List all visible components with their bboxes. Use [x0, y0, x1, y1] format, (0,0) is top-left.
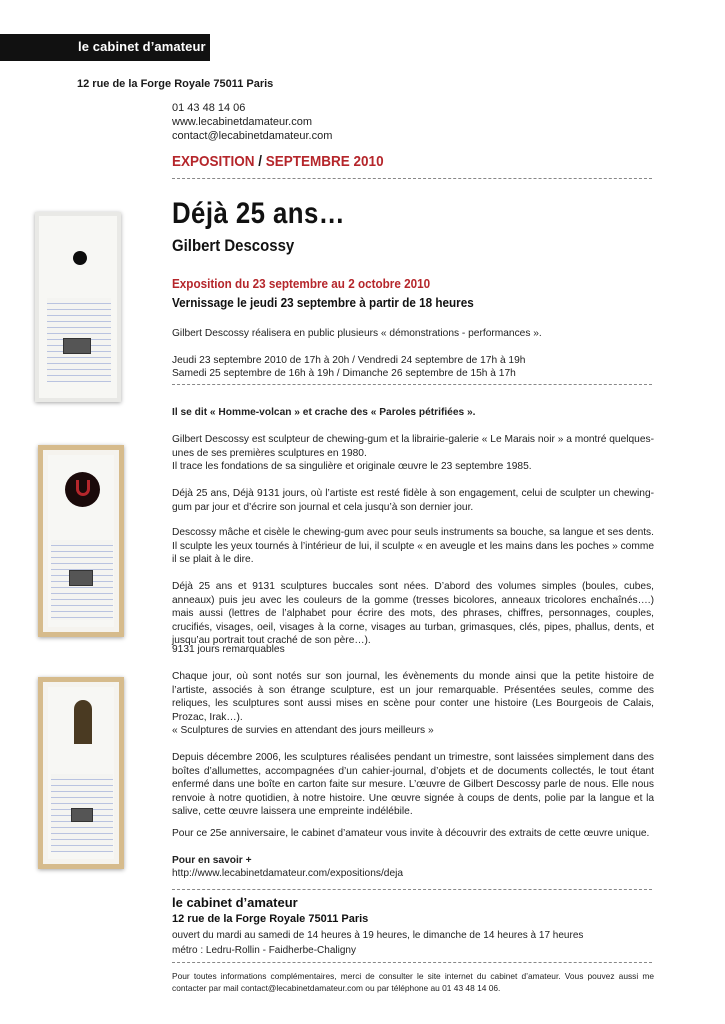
article-paragraph: Gilbert Descossy est sculpteur de chewing-gum et la librairie-galerie « Le Marais noir » a montré quelques-unes de ses premières sculptures en 1980. [172, 434, 654, 459]
article-paragraph: Déjà 25 ans, Déjà 9131 jours, où l’artiste est resté fidèle à son engagement, celui de sculpter un chewing-gum par jour et d’écrire son journal et cela jusqu’à son dernier jour. [172, 488, 654, 513]
exposition-slash: / [258, 153, 263, 170]
brand-name: le cabinet d’amateur [78, 39, 206, 54]
journal-photo [69, 570, 93, 586]
contact-block [172, 101, 332, 143]
vernissage-info: Vernissage le jeudi 23 septembre à partir de 18 heures [172, 295, 474, 310]
footer-note: Pour toutes informations complémentaires, merci de consulter le site internet du cabinet d’amateur. Vous pouvez aussi me contacter par mail contact@lecabinetdamateur.com ou par téléphone au 01 43 48 14 06. [172, 971, 654, 993]
article-paragraph: Descossy mâche et cisèle le chewing-gum avec pour seuls instruments sa bouche, sa langue et ses dents. Il sculpte les yeux tournés à l’intérieur de lui, il sculpte « en aveugle et les mains dans les poches » comme il se plait à le dire. [172, 527, 654, 565]
page-title: Déjà 25 ans… [172, 197, 345, 230]
artwork-frame-2 [38, 445, 124, 637]
schedule-line-2: Samedi 25 septembre de 16h à 19h / Dimanche 26 septembre de 15h à 17h [172, 368, 516, 379]
sculpture-medallion [73, 251, 87, 265]
exposition-heading [172, 153, 384, 170]
footer-address: 12 rue de la Forge Royale 75011 Paris [172, 913, 369, 925]
divider [172, 962, 652, 963]
article-paragraph: Chaque jour, où sont notés sur son journal, les évènements du monde ainsi que la petite histoire de l’artiste, associés à son étrange sculpture, est un jour remarquable. Présentées seules, comme des reliques, les sculptures sont aussi mises en scène pour conter une histoire (Les Bourgeois de Calais, Prozac, Irak…). [172, 671, 654, 723]
artist-name: Gilbert Descossy [172, 236, 295, 255]
artwork-frame-1 [35, 212, 121, 402]
website-link[interactable]: www.lecabinetdamateur.com [172, 116, 313, 128]
article-paragraph: Déjà 25 ans et 9131 sculptures buccales sont nées. D’abord des volumes simples (boules, cubes, anneaux) puis jeu avec les couleurs de la gomme (tresses bicolores, anneaux tricolores enchaînés….) mais aussi (lettres de l’alphabet pour écrire des mots, des phrases, chiffres, personnages, couples, crucifiés, visages, oeil, visages à la corne, visages au turban, grimasques, clés, pipes, phallus, dents, et jusqu’au portrait tout craché de son père…). [172, 581, 654, 646]
article-paragraph: Pour ce 25e anniversaire, le cabinet d’amateur vous invite à découvrir des extraits de cette œuvre unique. [172, 828, 650, 839]
divider [172, 889, 652, 890]
artwork-frame-3 [38, 677, 124, 869]
divider [172, 384, 652, 385]
gallery-address: 12 rue de la Forge Royale 75011 Paris [77, 78, 274, 90]
metro-info: métro : Ledru-Rollin - Faidherbe-Chaligny [172, 945, 356, 956]
exhibition-dates: Exposition du 23 septembre au 2 octobre 2010 [172, 276, 431, 291]
article-paragraph: 9131 jours remarquables [172, 644, 285, 655]
brand-bar [0, 34, 210, 61]
exposition-month: SEPTEMBRE 2010 [265, 153, 384, 170]
phone-number: 01 43 48 14 06 [172, 102, 246, 114]
red-sculpture-icon [76, 480, 90, 496]
exposition-label: EXPOSITION [172, 153, 255, 170]
footer-brand: le cabinet d’amateur [172, 895, 298, 910]
journal-photo [63, 338, 91, 354]
email-link[interactable]: contact@lecabinetdamateur.com [172, 130, 333, 142]
niche-sculpture [74, 700, 92, 744]
intro-paragraph: Gilbert Descossy réalisera en public plusieurs « démonstrations - performances ». [172, 328, 542, 339]
schedule-line-1: Jeudi 23 septembre 2010 de 17h à 20h / Vendredi 24 septembre de 17h à 19h [172, 355, 526, 366]
more-info-link[interactable]: http://www.lecabinetdamateur.com/expositions/deja [172, 868, 404, 879]
more-info-label: Pour en savoir + [172, 855, 252, 866]
journal-photo [71, 808, 93, 822]
article-paragraph: Il trace les fondations de sa singulière et originale œuvre le 23 septembre 1985. [172, 461, 532, 472]
article-heading: Il se dit « Homme-volcan » et crache des « Paroles pétrifiées ». [172, 407, 476, 418]
opening-hours: ouvert du mardi au samedi de 14 heures à 19 heures, le dimanche de 14 heures à 17 heures [172, 930, 584, 941]
divider [172, 178, 652, 179]
article-paragraph: « Sculptures de survies en attendant des jours meilleurs » [172, 725, 434, 736]
article-paragraph: Depuis décembre 2006, les sculptures réalisées pendant un trimestre, sont laissées simplement dans des boîtes d’allumettes, accompagnées d’un cahier-journal, d’objets et de documents collectés, le tout étant enfermé dans une boîte en carton faite sur mesure. L’œuvre de Gilbert Descossy parle de nous. Elle nous renvoie à notre quotidien, à notre histoire. Une œuvre signée à coups de dents, polie par la langue et la salive, cette œuvre laissera une empreinte indélébile. [172, 752, 654, 817]
